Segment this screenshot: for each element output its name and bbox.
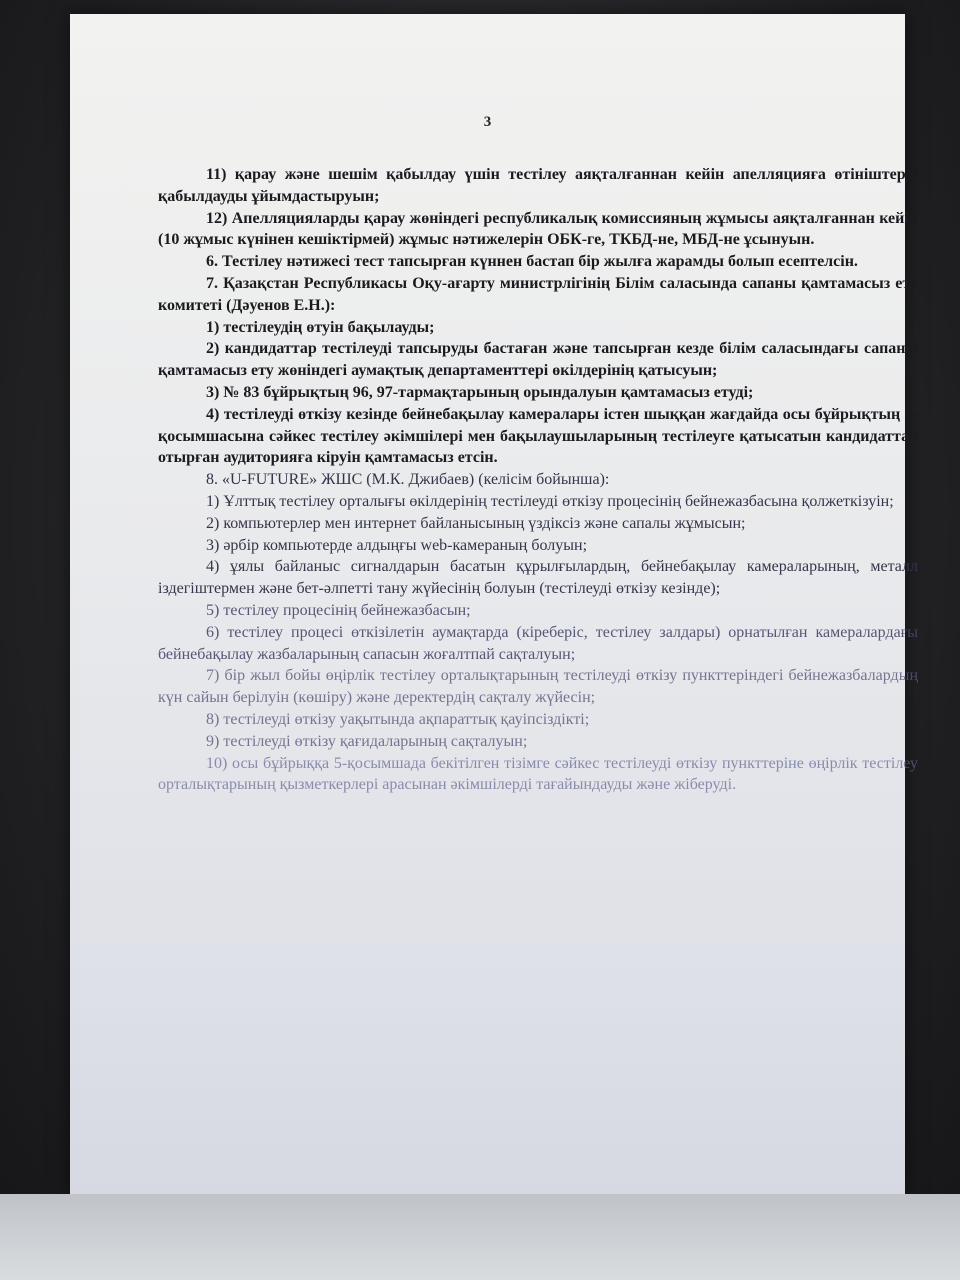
- document-paragraph: 6) тестілеу процесі өткізілетін аумақтарда (кіреберіс, тестілеу залдары) орнатылған камералардағы бейнебақылау жазбаларының сапасын жоғалтпай сақталуын;: [158, 623, 918, 663]
- document-paragraph: 9) тестілеуді өткізу қағидаларының сақталуын;: [206, 732, 528, 750]
- document-paragraph: 2) кандидаттар тестілеуді тапсыруды бастаған және тапсырған кезде білім саласындағы сапаны қамтамасыз ету жөніндегі аумақтық департаменттері өкілдерінің қатысуын;: [158, 340, 918, 380]
- page-number: 3: [483, 114, 492, 130]
- screen-bezel: [0, 1194, 960, 1280]
- document-paragraph: 3) № 83 бұйрықтың 96, 97-тармақтарының орындалуын қамтамасыз етуді;: [206, 383, 754, 401]
- document-paragraph: 3) әрбір компьютерде алдыңғы web-камераның болуын;: [206, 536, 588, 554]
- document-paragraph: 5) тестілеу процесінің бейнежазбасын;: [206, 601, 471, 619]
- document-paragraph: 7) бір жыл бойы өңірлік тестілеу орталықтарының тестілеуді өткізу пункттеріндегі бейнежазбалардың күн сайын берілуін (көшіру) және деректердің сақталу жүйесін;: [158, 667, 918, 707]
- document-paragraph: 2) компьютерлер мен интернет байланысының үздіксіз және сапалы жұмысын;: [206, 514, 746, 532]
- document-paragraph: 7. Қазақстан Республикасы Оқу-ағарту министрлігінің Білім саласында сапаны қамтамасыз ету комитеті (Дәуенов Е.Н.):: [158, 274, 918, 314]
- document-paragraph: 1) тестілеудің өтуін бақылауды;: [206, 318, 435, 336]
- document-paragraph: 12) Апелляцияларды қарау жөніндегі республикалық комиссияның жұмысы аяқталғаннан кейін (10 жұмыс күнінен кешіктірмей) жұмыс нәтижелерін ОБК-ге, ТКБД-не, МБД-не ұсынуын.: [158, 209, 918, 249]
- document-paragraph: 6. Тестілеу нәтижесі тест тапсырған күннен бастап бір жылға жарамды болып есептелсін.: [206, 253, 858, 271]
- document-paragraph: 8) тестілеуді өткізу уақытында ақпараттық қауіпсіздікті;: [206, 710, 590, 728]
- document-paragraph: 10) осы бұйрыққа 5-қосымшада бекітілген тізімге сәйкес тестілеуді өткізу пункттеріне өңірлік тестілеу орталықтарының қызметкерлері арасынан әкімшілерді тағайындауды және жіберуді.: [158, 754, 918, 794]
- document-paragraph: 11) қарау және шешім қабылдау үшін тестілеу аяқталғаннан кейін апелляцияға өтініштерді қабылдауды ұйымдастыруын;: [158, 166, 918, 205]
- document-body: [158, 164, 918, 796]
- document-paragraph: 8. «U-FUTURE» ЖШС (М.К. Джибаев) (келісім бойынша):: [206, 471, 610, 489]
- document-paragraph: 4) тестілеуді өткізу кезінде бейнебақылау камералары істен шыққан жағдайда осы бұйрықтың 5-қосымшасына сәйкес тестілеу әкімшілері мен бақылаушыларының тестілеуге қатысатын кандидаттар отырған аудиторияға кіруін қамтамасыз етсін.: [158, 405, 918, 467]
- document-page: [70, 14, 918, 1194]
- document-paragraph: 4) ұялы байланыс сигналдарын басатын құрылғылардың, бейнебақылау камераларының, металл іздегіштермен және бет-әлпетті тану жүйесінің болуын (тестілеуді өткізу кезінде);: [158, 558, 918, 598]
- document-paragraph: 1) Ұлттық тестілеу орталығы өкілдерінің тестілеуді өткізу процесінің бейнежазбасына қолжеткізуін;: [206, 492, 894, 510]
